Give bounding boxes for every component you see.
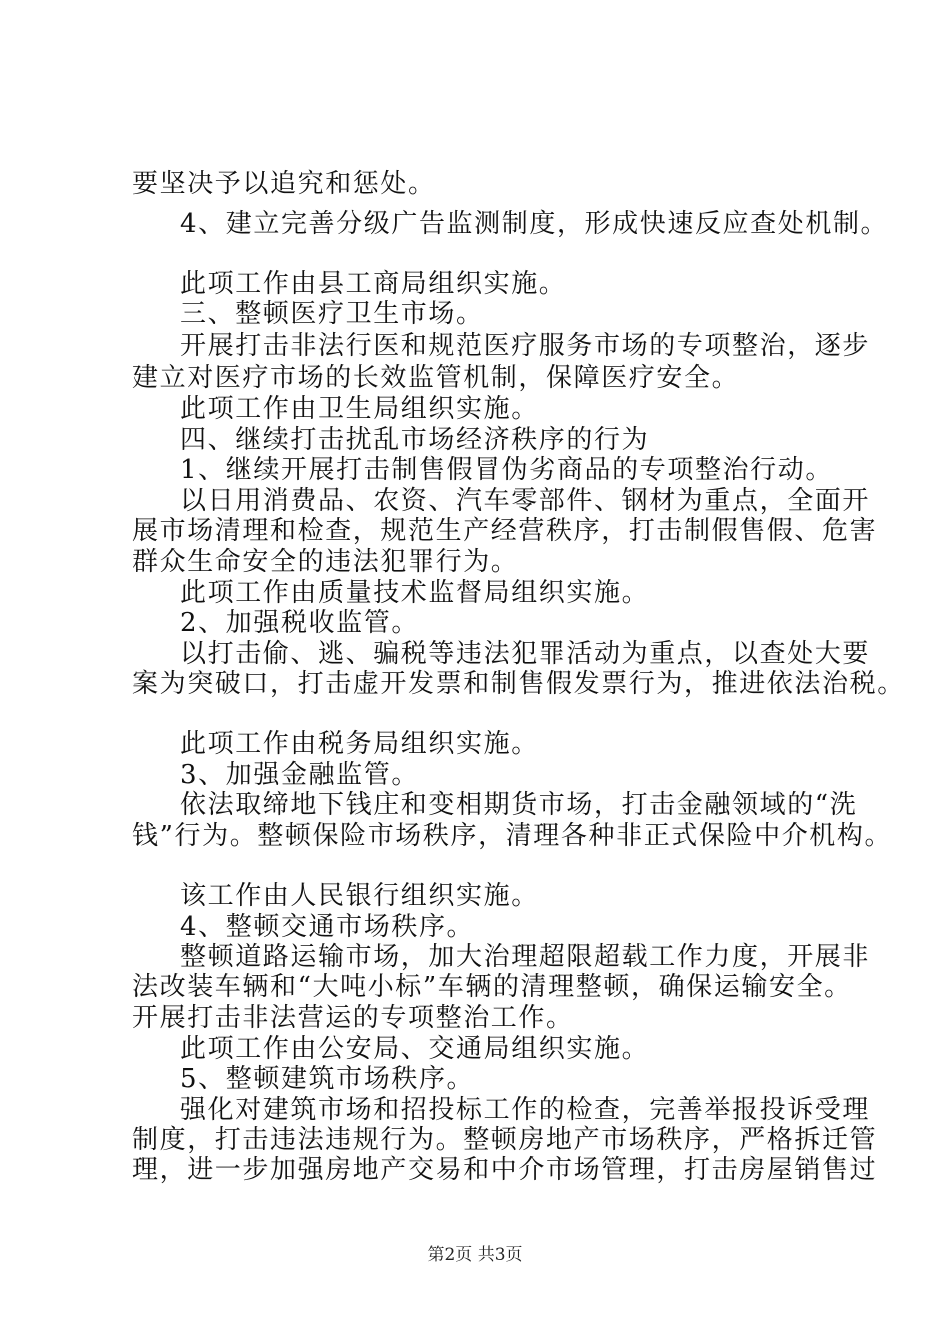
text-line: 此项工作由卫生局组织实施。 [180,394,539,424]
text-line: 钱”行为。整顿保险市场秩序，清理各种非正式保险中介机构。 [132,821,893,851]
text-line: 强化对建筑市场和招投标工作的检查，完善举报投诉受理 [180,1095,871,1125]
text-line: 群众生命安全的违法犯罪行为。 [132,547,519,577]
text-line: 理，进一步加强房地产交易和中介市场管理，打击房屋销售过 [132,1155,878,1185]
text-line: 建立对医疗市场的长效监管机制，保障医疗安全。 [132,363,740,393]
text-line: 开展打击非法行医和规范医疗服务市场的专项整治，逐步 [180,331,871,361]
text-line: 依法取缔地下钱庄和变相期货市场，打击金融领域的“洗 [180,790,858,820]
text-line: 要坚决予以追究和惩处。 [132,169,436,199]
text-line: 5、整顿建筑市场秩序。 [180,1064,475,1094]
text-line: 三、整顿医疗卫生市场。 [180,299,484,329]
page-footer: 第2页 共3页 [427,1245,523,1265]
text-line: 制度，打击违法违规行为。整顿房地产市场秩序，严格拆迁管 [132,1125,878,1155]
text-line: 开展打击非法营运的专项整治工作。 [132,1003,574,1033]
text-line: 此项工作由税务局组织实施。 [180,729,539,759]
text-line: 法改装车辆和“大吨小标”车辆的清理整顿，确保运输安全。 [132,972,852,1002]
text-line: 此项工作由公安局、交通局组织实施。 [180,1034,650,1064]
text-line: 该工作由人民银行组织实施。 [180,881,539,911]
text-line: 整顿道路运输市场，加大治理超限超载工作力度，开展非 [180,942,871,972]
text-line: 3、加强金融监管。 [180,760,419,790]
text-line: 以日用消费品、农资、汽车零部件、钢材为重点，全面开 [180,486,871,516]
text-line: 2、加强税收监管。 [180,608,419,638]
text-line: 以打击偷、逃、骗税等违法犯罪活动为重点，以查处大要 [180,639,871,669]
text-line: 4、整顿交通市场秩序。 [180,912,475,942]
text-line: 案为突破口，打击虚开发票和制售假发票行为，推进依法治税。 [132,669,905,699]
text-line: 1、继续开展打击制售假冒伪劣商品的专项整治行动。 [180,455,833,485]
text-line: 展市场清理和检查，规范生产经营秩序，打击制假售假、危害 [132,516,878,546]
text-line: 四、继续打击扰乱市场经济秩序的行为 [180,425,650,455]
text-line: 此项工作由质量技术监督局组织实施。 [180,578,650,608]
text-line: 4、建立完善分级广告监测制度，形成快速反应查处机制。 [180,209,889,239]
text-line: 此项工作由县工商局组织实施。 [180,269,567,299]
